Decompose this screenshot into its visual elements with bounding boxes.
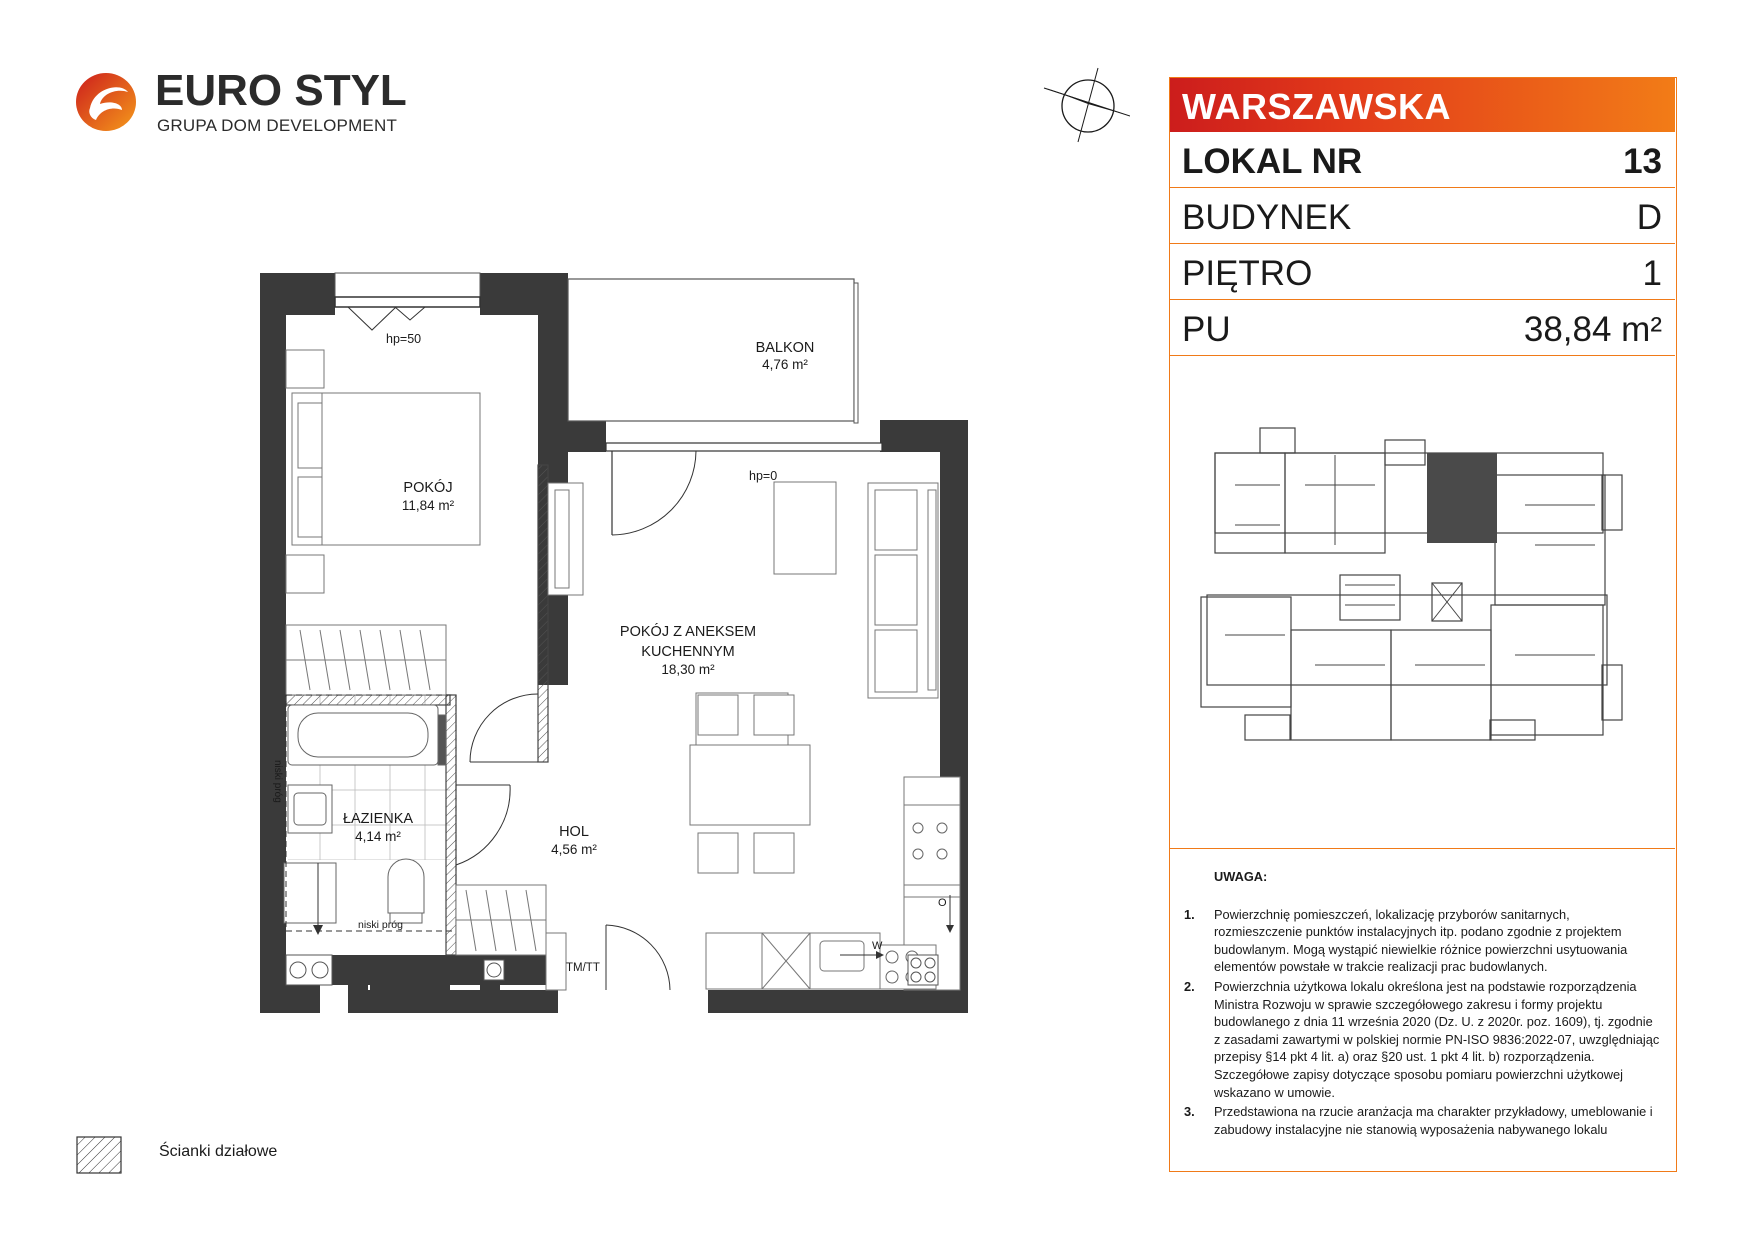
unit-value: 13	[1623, 142, 1662, 181]
living-room-name-line1: POKÓJ Z ANEKSEM	[619, 624, 757, 640]
low-threshold-label-1: niski próg	[272, 760, 283, 803]
living-room-area: 18,30 m²	[661, 662, 715, 677]
notes-section	[1181, 868, 1661, 1138]
floor-value: 1	[1642, 254, 1662, 293]
area-label: PU	[1182, 310, 1231, 349]
balcony-door	[606, 443, 882, 451]
hall-name: HOL	[559, 824, 589, 840]
legend-label: Ścianki działowe	[159, 1143, 278, 1160]
note-2-text: Powierzchnia użytkowa lokalu określona jest na podstawie rozporządzenia Ministra Rozwoju w sprawie szczegółowego zakresu i formy projektu budowlanego z dnia 11 września 2020 (Dz. U. z 2020r. poz. 1609), tj. zgodnie z zasadami zawartymi w polskiej normie PN-ISO 9836:2022-07, uwzględniając przepisy §14 pkt 4 lit. a) oraz §20 ust. 1 pkt 4 lit. b) rozporządzenia. Szczegółowe zapisy dotyczące sposobu pomiaru powierzchni użytkowej wskazano w umowie.	[1214, 978, 1660, 1100]
logo-tagline: GRUPA DOM DEVELOPMENT	[157, 116, 398, 135]
bedroom-furniture	[286, 350, 480, 695]
bathroom-name: ŁAZIENKA	[342, 811, 414, 827]
investment-header	[1170, 78, 1675, 132]
balcony-area: 4,76 m²	[762, 357, 808, 372]
info-row-floor	[1170, 244, 1675, 300]
building-key-plan	[1195, 425, 1650, 745]
note-2	[1181, 978, 1661, 1101]
building-label: BUDYNEK	[1182, 198, 1352, 237]
note-1-text: Powierzchnię pomieszczeń, lokalizację przyborów sanitarnych, rozmieszczenie punktów instalacyjnych itp. podano zgodnie z projektem budowlanym. Mogą wystąpić niewielkie różnice powierzchni usytuowania elementów powstałe w trakcie realizacji prac budowlanych.	[1214, 906, 1628, 975]
hall-area: 4,56 m²	[551, 842, 597, 857]
info-row-unit	[1170, 132, 1675, 188]
compass-icon	[1040, 66, 1130, 144]
floor-label: PIĘTRO	[1182, 254, 1313, 293]
bedroom-name: POKÓJ	[403, 480, 453, 496]
bedroom-area: 11,84 m²	[401, 498, 455, 513]
water-label: W	[872, 940, 883, 952]
meter-label-tmtt: TM/TT	[566, 962, 600, 974]
euro-styl-logo-icon	[72, 70, 146, 134]
low-threshold-label-2: niski próg	[358, 919, 403, 931]
partition-wall-legend-icon	[76, 1136, 122, 1174]
living-room-name-line2: KUCHENNYM	[641, 644, 735, 660]
note-3-text: Przedstawiona na rzucie aranżacja ma charakter przykładowy, umeblowanie i zabudowy instalacyjne nie stanowią wyposażenia nabywanego lokalu	[1214, 1104, 1653, 1137]
building-value: D	[1636, 198, 1662, 237]
investment-name: WARSZAWSKA	[1182, 86, 1451, 127]
living-room-furniture	[456, 482, 960, 990]
bathroom-area: 4,14 m²	[355, 829, 401, 844]
outlet-label: O	[938, 897, 947, 909]
door-sill-height-label: hp=0	[749, 469, 778, 483]
unit-label: LOKAL NR	[1182, 142, 1363, 181]
window-sill-height-label: hp=50	[386, 332, 422, 346]
notes-divider	[1170, 848, 1675, 849]
notes-title: UWAGA:	[1214, 869, 1268, 884]
note-3-number: 3.	[1184, 1104, 1195, 1120]
apartment-floor-plan	[250, 265, 995, 1020]
note-1-number: 1.	[1184, 906, 1195, 922]
logo-wordmark: EURO STYL	[155, 66, 407, 115]
note-2-number: 2.	[1184, 978, 1195, 994]
highlighted-unit	[1427, 453, 1497, 543]
area-value: 38,84 m²	[1523, 310, 1662, 349]
balcony-name: BALKON	[755, 340, 815, 356]
note-1	[1181, 906, 1661, 976]
info-row-building	[1170, 188, 1675, 244]
note-3	[1181, 1103, 1661, 1138]
info-row-area	[1170, 300, 1675, 356]
